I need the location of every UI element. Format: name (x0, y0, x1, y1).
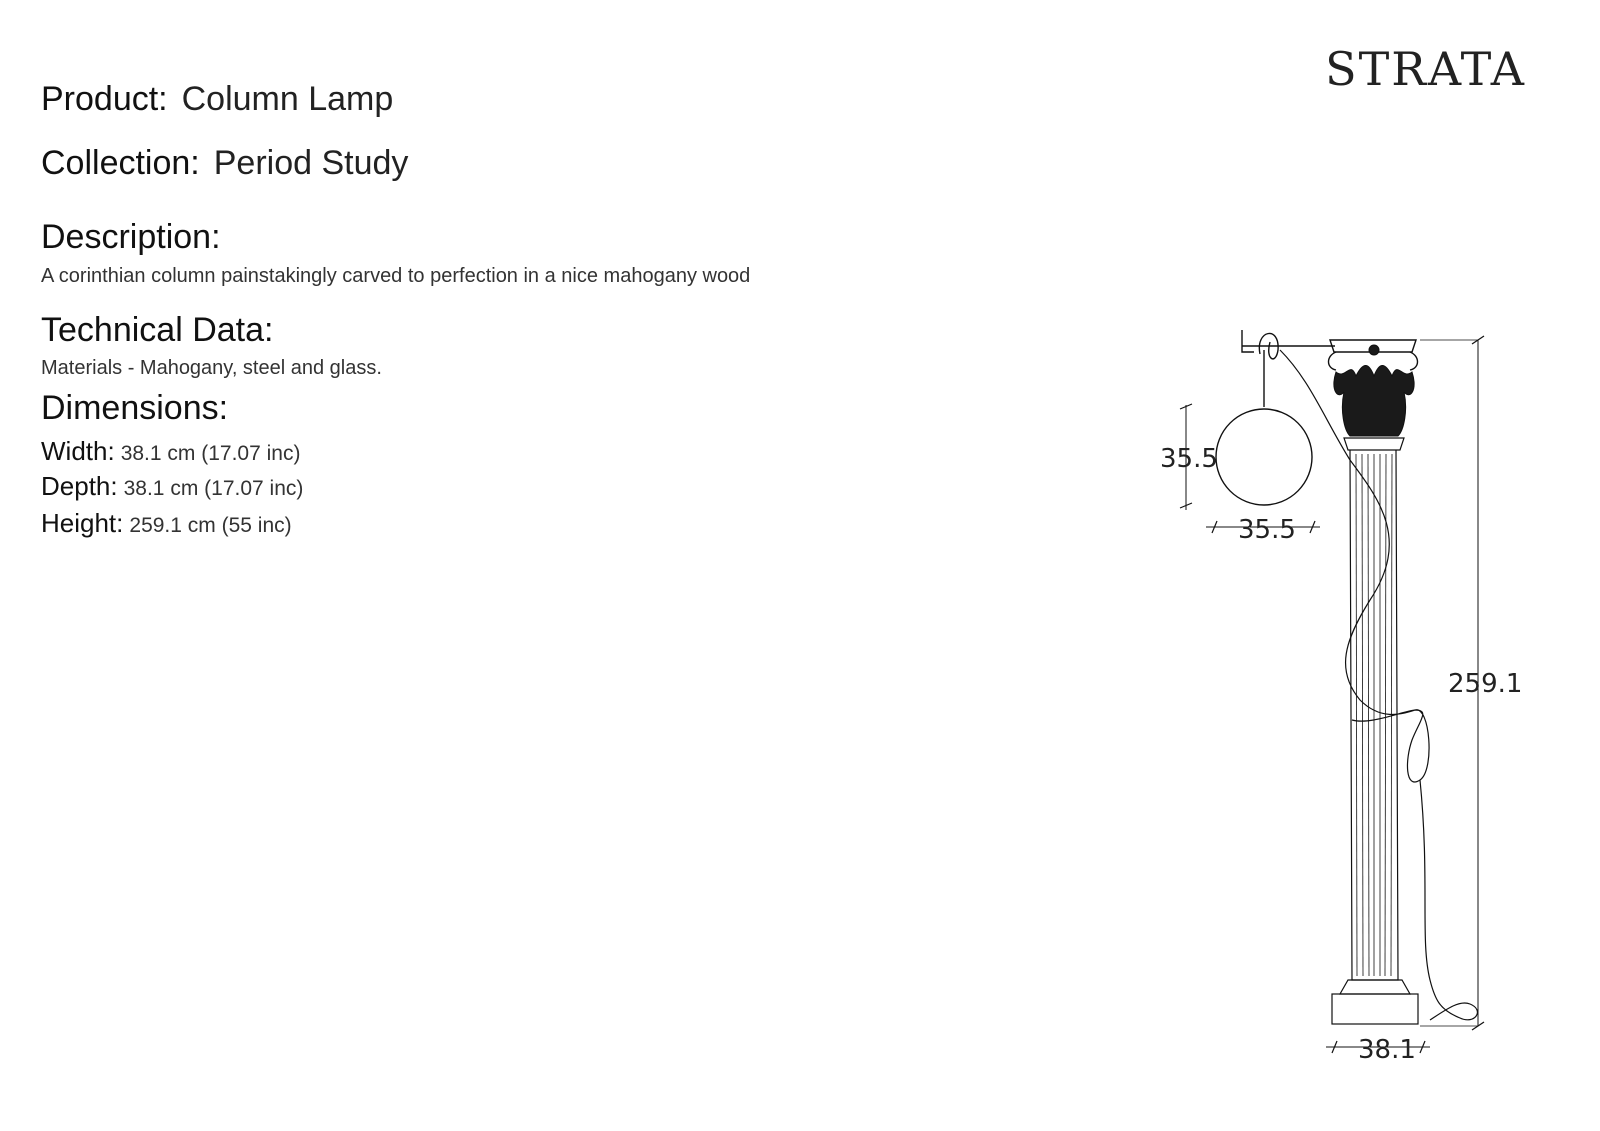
collection-label: Collection: (41, 144, 200, 182)
height-line (41, 508, 292, 539)
dimensions-heading: Dimensions: (41, 389, 229, 427)
height-label: Height: (41, 508, 124, 538)
globe-width-label: 35.5 (1238, 515, 1296, 545)
depth-value: 38.1 cm (17.07 inc) (123, 477, 304, 500)
width-value: 38.1 cm (17.07 inc) (120, 442, 301, 465)
depth-line (41, 471, 303, 502)
product-line (41, 80, 393, 119)
product-label: Product: (41, 80, 168, 118)
brand-logo: STRATA (1325, 42, 1526, 96)
column-lamp-drawing (1130, 320, 1550, 1080)
depth-label: Depth: (41, 471, 118, 501)
technical-heading: Technical Data: (41, 311, 274, 349)
collection-line (41, 144, 408, 183)
description-text: A corinthian column painstakingly carved to perfection in a nice mahogany wood (41, 265, 751, 287)
collection-value: Period Study (213, 144, 409, 182)
total-height-label: 259.1 (1448, 669, 1523, 699)
height-value: 259.1 cm (55 inc) (129, 514, 292, 537)
base-width-label: 38.1 (1358, 1035, 1416, 1065)
column-base (1332, 994, 1418, 1024)
product-value: Column Lamp (181, 80, 394, 118)
glass-globe (1216, 409, 1312, 505)
width-label: Width: (41, 436, 115, 466)
globe-height-label: 35.5 (1160, 444, 1218, 474)
technical-text: Materials - Mahogany, steel and glass. (41, 357, 382, 379)
description-heading: Description: (41, 218, 221, 256)
lamp-bracket (1242, 330, 1335, 352)
width-line (41, 436, 300, 467)
